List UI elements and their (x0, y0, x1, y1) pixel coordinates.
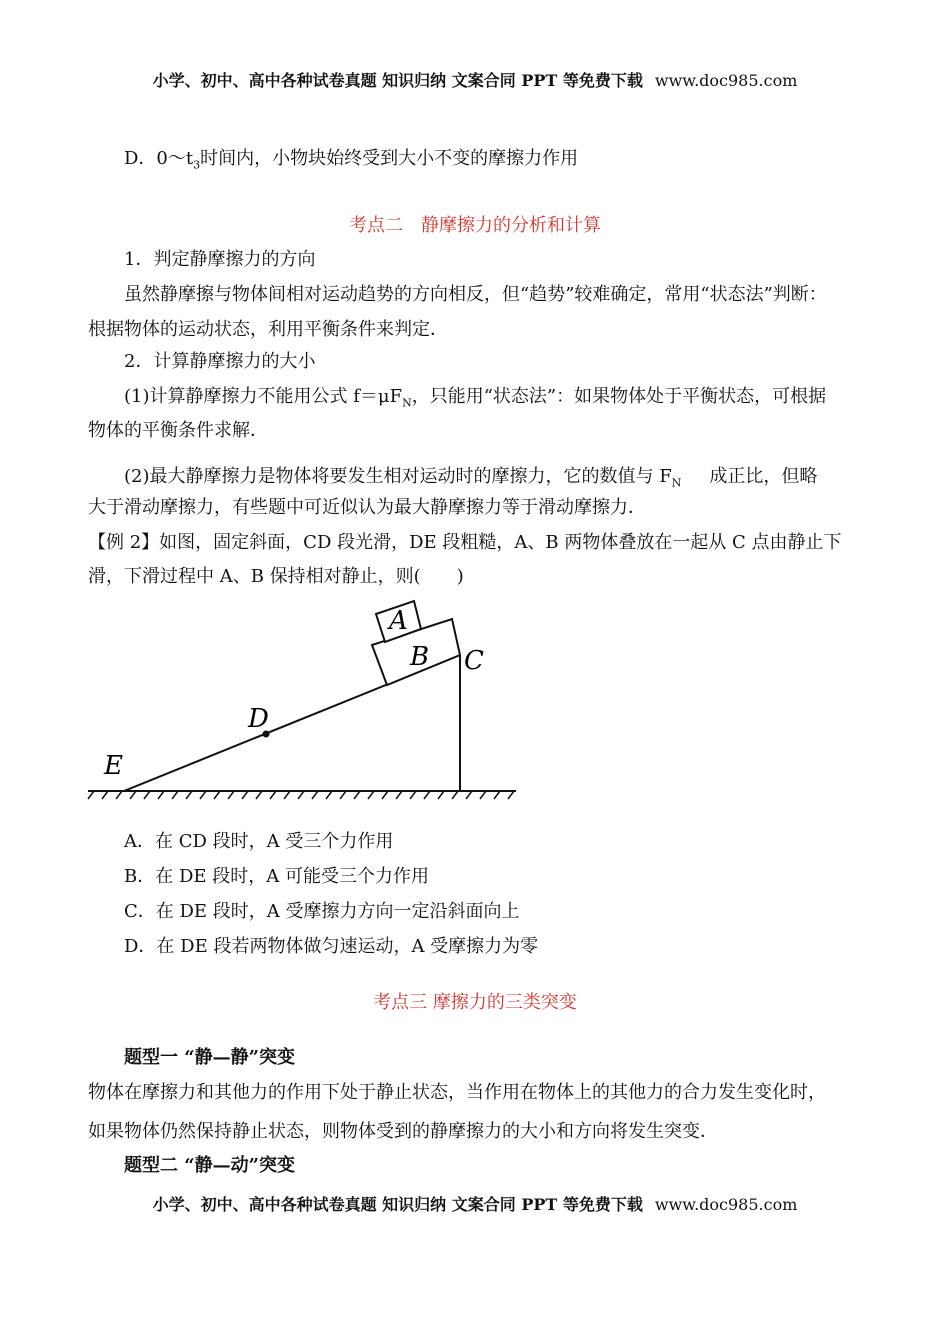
example2-option-c: C．在 DE 段时，A 受摩擦力方向一定沿斜面向上 (124, 901, 520, 922)
section2-p1-line2: 根据物体的运动状态，利用平衡条件来判定． (88, 319, 448, 340)
section2-p3-sub: N (671, 476, 682, 490)
section2-p3-line1 (124, 462, 817, 490)
section2-item1: 1．判定静摩擦力的方向 (124, 249, 316, 270)
section2-p2-line1 (124, 382, 826, 410)
section3-type2: 题型二 “静—动”突变 (124, 1155, 295, 1176)
label-b: B (410, 642, 430, 672)
ground-hatching (88, 791, 514, 799)
footer-banner (0, 1192, 950, 1215)
example2-line2: 滑，下滑过程中 A、B 保持相对静止，则( ) (88, 566, 464, 587)
section2-p2-line2: 物体的平衡条件求解． (88, 420, 268, 441)
label-a: A (389, 606, 408, 636)
header-site: www.doc985.com (654, 71, 798, 90)
section2-p3-post: 成正比，但略 (709, 466, 818, 487)
section2-p2-pre: (1)计算静摩擦力不能用公式 f＝μF (124, 386, 403, 407)
section3-type1-line1: 物体在摩擦力和其他力的作用下处于静止状态，当作用在物体上的其他力的合力发生变化时， (88, 1082, 826, 1103)
section2-p2-post: ，只能用“状态法”：如果物体处于平衡状态，可根据 (411, 386, 827, 407)
label-d: D (248, 704, 269, 734)
section2-p3-line2: 大于滑动摩擦力，有些题中可近似认为最大静摩擦力等于滑动摩擦力． (88, 497, 646, 518)
footer-banner-text: 小学、初中、高中各种试卷真题 知识归纳 文案合同 PPT 等免费下载 (152, 1195, 643, 1214)
footer-site: www.doc985.com (654, 1195, 798, 1214)
section2-item2: 2．计算静摩擦力的大小 (124, 351, 316, 372)
prev-option-d-post: 时间内，小物块始终受到大小不变的摩擦力作用 (200, 148, 579, 169)
section3-type1: 题型一 “静—静”突变 (124, 1047, 295, 1068)
prev-option-d-sub: 3 (193, 158, 201, 172)
example2-option-b: B．在 DE 段时，A 可能受三个力作用 (124, 866, 429, 887)
section2-p3-pre: (2)最大静摩擦力是物体将要发生相对运动时的摩擦力，它的数值与 F (124, 466, 672, 487)
prev-option-d-pre: D．0～t (124, 148, 194, 169)
header-banner (0, 68, 950, 91)
example2-line1: 【例 2】如图，固定斜面，CD 段光滑，DE 段粗糙，A、B 两物体叠放在一起从 C 点由静止下 (88, 532, 842, 553)
header-banner-text: 小学、初中、高中各种试卷真题 知识归纳 文案合同 PPT 等免费下载 (152, 71, 643, 90)
section3-title: 考点三 摩擦力的三类突变 (373, 992, 577, 1013)
label-c: C (464, 646, 484, 676)
example2-option-d: D．在 DE 段若两物体做匀速运动，A 受摩擦力为零 (124, 936, 539, 957)
section2-p1-line1: 虽然静摩擦与物体间相对运动趋势的方向相反，但“趋势”较难确定，常用“状态法”判断： (124, 284, 827, 305)
section2-p2-sub: N (402, 396, 412, 410)
prev-option-d (124, 144, 578, 172)
example2-option-a: A．在 CD 段时，A 受三个力作用 (124, 831, 394, 852)
label-e: E (104, 751, 123, 781)
section3-type1-line2: 如果物体仍然保持静止状态，则物体受到的静摩擦力的大小和方向将发生突变． (88, 1121, 718, 1142)
incline-figure (80, 590, 530, 810)
section2-title: 考点二 静摩擦力的分析和计算 (349, 215, 601, 236)
